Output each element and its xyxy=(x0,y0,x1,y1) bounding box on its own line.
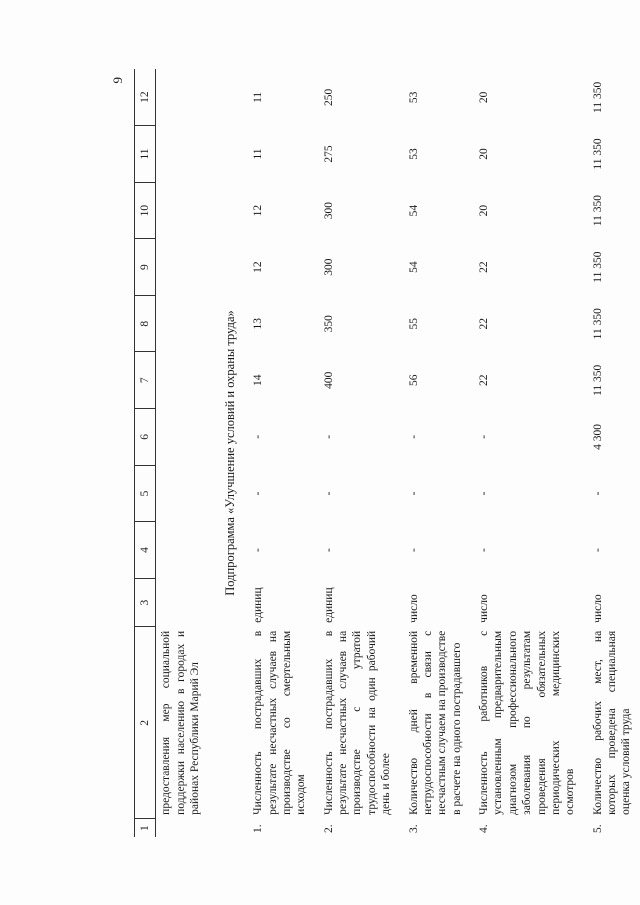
value-cell-col-7: 11 350 xyxy=(591,364,604,396)
value-cell-col-4: - xyxy=(591,548,604,552)
value-cell-col-8: 350 xyxy=(322,315,335,333)
table-row xyxy=(588,69,640,837)
value-cell-col-8: 22 xyxy=(478,317,490,330)
value-cell-col-11: 53 xyxy=(407,148,420,160)
value-cell-col-5: - xyxy=(591,491,604,496)
value-cell-col-9: 12 xyxy=(252,261,265,273)
value-cell-col-12: 20 xyxy=(478,91,490,104)
value-cell-col-4: - xyxy=(252,548,265,552)
header-cell-12: 12 xyxy=(135,69,156,126)
value-cell-col-10: 300 xyxy=(322,201,335,220)
value-cell-col-9: 300 xyxy=(322,258,335,276)
unit-cell: число xyxy=(478,594,490,623)
subprogram-row xyxy=(213,69,249,837)
header-cell-6: 6 xyxy=(135,409,156,466)
indicator-name: Численность пострадавших в результате несчастных случаев на производстве со смертельным исходом xyxy=(252,630,308,815)
value-cell-col-12: 250 xyxy=(322,88,335,106)
value-cell-col-5: - xyxy=(322,491,335,496)
intro-empty-cell xyxy=(156,69,213,627)
intro-num-cell xyxy=(156,819,213,837)
subprogram-title: Подпрограмма «Улучшение условий и охраны труда» xyxy=(222,310,237,596)
value-cell-col-4: - xyxy=(407,548,420,552)
table-header-row xyxy=(135,69,156,837)
value-cell-col-5: - xyxy=(407,491,420,496)
row-number: 3. xyxy=(407,824,420,833)
table-row xyxy=(319,69,404,837)
indicator-name: Численность пострадавших в результате несчастных случаев на производстве с утратой трудоспособности на один рабочий день и более xyxy=(322,630,393,815)
value-cell-col-6: - xyxy=(322,434,335,439)
value-cell-col-12: 53 xyxy=(407,91,420,104)
value-cell-col-7: 14 xyxy=(252,374,265,387)
row-number: 1. xyxy=(252,824,265,833)
page-number: 9 xyxy=(110,77,125,84)
value-cell-col-5: - xyxy=(478,491,490,496)
header-cell-10: 10 xyxy=(135,182,156,239)
unit-cell: число xyxy=(407,594,420,623)
value-cell-col-6: 4 300 xyxy=(591,423,604,450)
value-cell-col-4: - xyxy=(478,548,490,552)
table-row xyxy=(248,69,319,837)
value-cell-col-11: 11 xyxy=(252,148,265,160)
value-cell-col-7: 56 xyxy=(407,374,420,387)
header-cell-11: 11 xyxy=(135,126,156,183)
unit-cell: число xyxy=(591,594,604,623)
header-cell-3: 3 xyxy=(135,578,156,627)
value-cell-col-10: 54 xyxy=(407,204,420,217)
row-number: 4. xyxy=(478,824,490,833)
value-cell-col-6: - xyxy=(252,434,265,439)
rotated-sheet xyxy=(110,67,633,837)
value-cell-col-10: 20 xyxy=(478,204,490,217)
value-cell-col-11: 20 xyxy=(478,148,490,160)
indicator-name: Количество рабочих мест, на которых проведена специальная оценка условий труда xyxy=(591,630,633,815)
header-cell-4: 4 xyxy=(135,522,156,579)
value-cell-col-9: 11 350 xyxy=(591,251,604,283)
value-cell-col-11: 275 xyxy=(322,145,335,163)
table-row xyxy=(404,69,475,837)
intro-text: предоставления мер социальной поддержки населению в городах и районах Республики Марий Эл xyxy=(160,630,202,815)
row-number: 2. xyxy=(322,824,335,833)
unit-cell: единиц xyxy=(252,587,265,623)
value-cell-col-5: - xyxy=(252,491,265,496)
value-cell-col-4: - xyxy=(322,548,335,552)
value-cell-col-7: 400 xyxy=(322,371,335,389)
indicator-name: Количество дней временной нетрудоспособности в связи с несчастным случаем на производстве в расчете на одного пострадавшего xyxy=(407,630,463,815)
value-cell-col-8: 13 xyxy=(252,317,265,330)
header-cell-5: 5 xyxy=(135,465,156,522)
value-cell-col-6: - xyxy=(407,434,420,439)
value-cell-col-10: 11 350 xyxy=(591,194,604,227)
value-cell-col-8: 55 xyxy=(407,317,420,330)
unit-cell: единиц xyxy=(322,587,335,623)
table-row xyxy=(474,69,588,837)
header-cell-8: 8 xyxy=(135,295,156,352)
header-cell-1: 1 xyxy=(135,819,156,837)
value-cell-col-8: 11 350 xyxy=(591,308,604,340)
header-cell-7: 7 xyxy=(135,352,156,409)
value-cell-col-12: 11 xyxy=(252,91,265,103)
value-cell-col-9: 54 xyxy=(407,261,420,273)
header-cell-2: 2 xyxy=(135,627,156,819)
row-number: 5. xyxy=(591,824,604,833)
value-cell-col-7: 22 xyxy=(478,374,490,387)
indicator-name: Численность работников с установленным предварительным диагнозом профессионального заболевания по результатам проведения обязательных периодических медицинских осмотров xyxy=(478,630,577,815)
value-cell-col-6: - xyxy=(478,434,490,439)
value-cell-col-11: 11 350 xyxy=(591,138,604,170)
value-cell-col-10: 12 xyxy=(252,204,265,217)
intro-row xyxy=(156,69,213,837)
value-cell-col-9: 22 xyxy=(478,261,490,273)
indicator-table xyxy=(134,69,640,837)
value-cell-col-12: 11 350 xyxy=(591,81,604,113)
header-cell-9: 9 xyxy=(135,239,156,296)
